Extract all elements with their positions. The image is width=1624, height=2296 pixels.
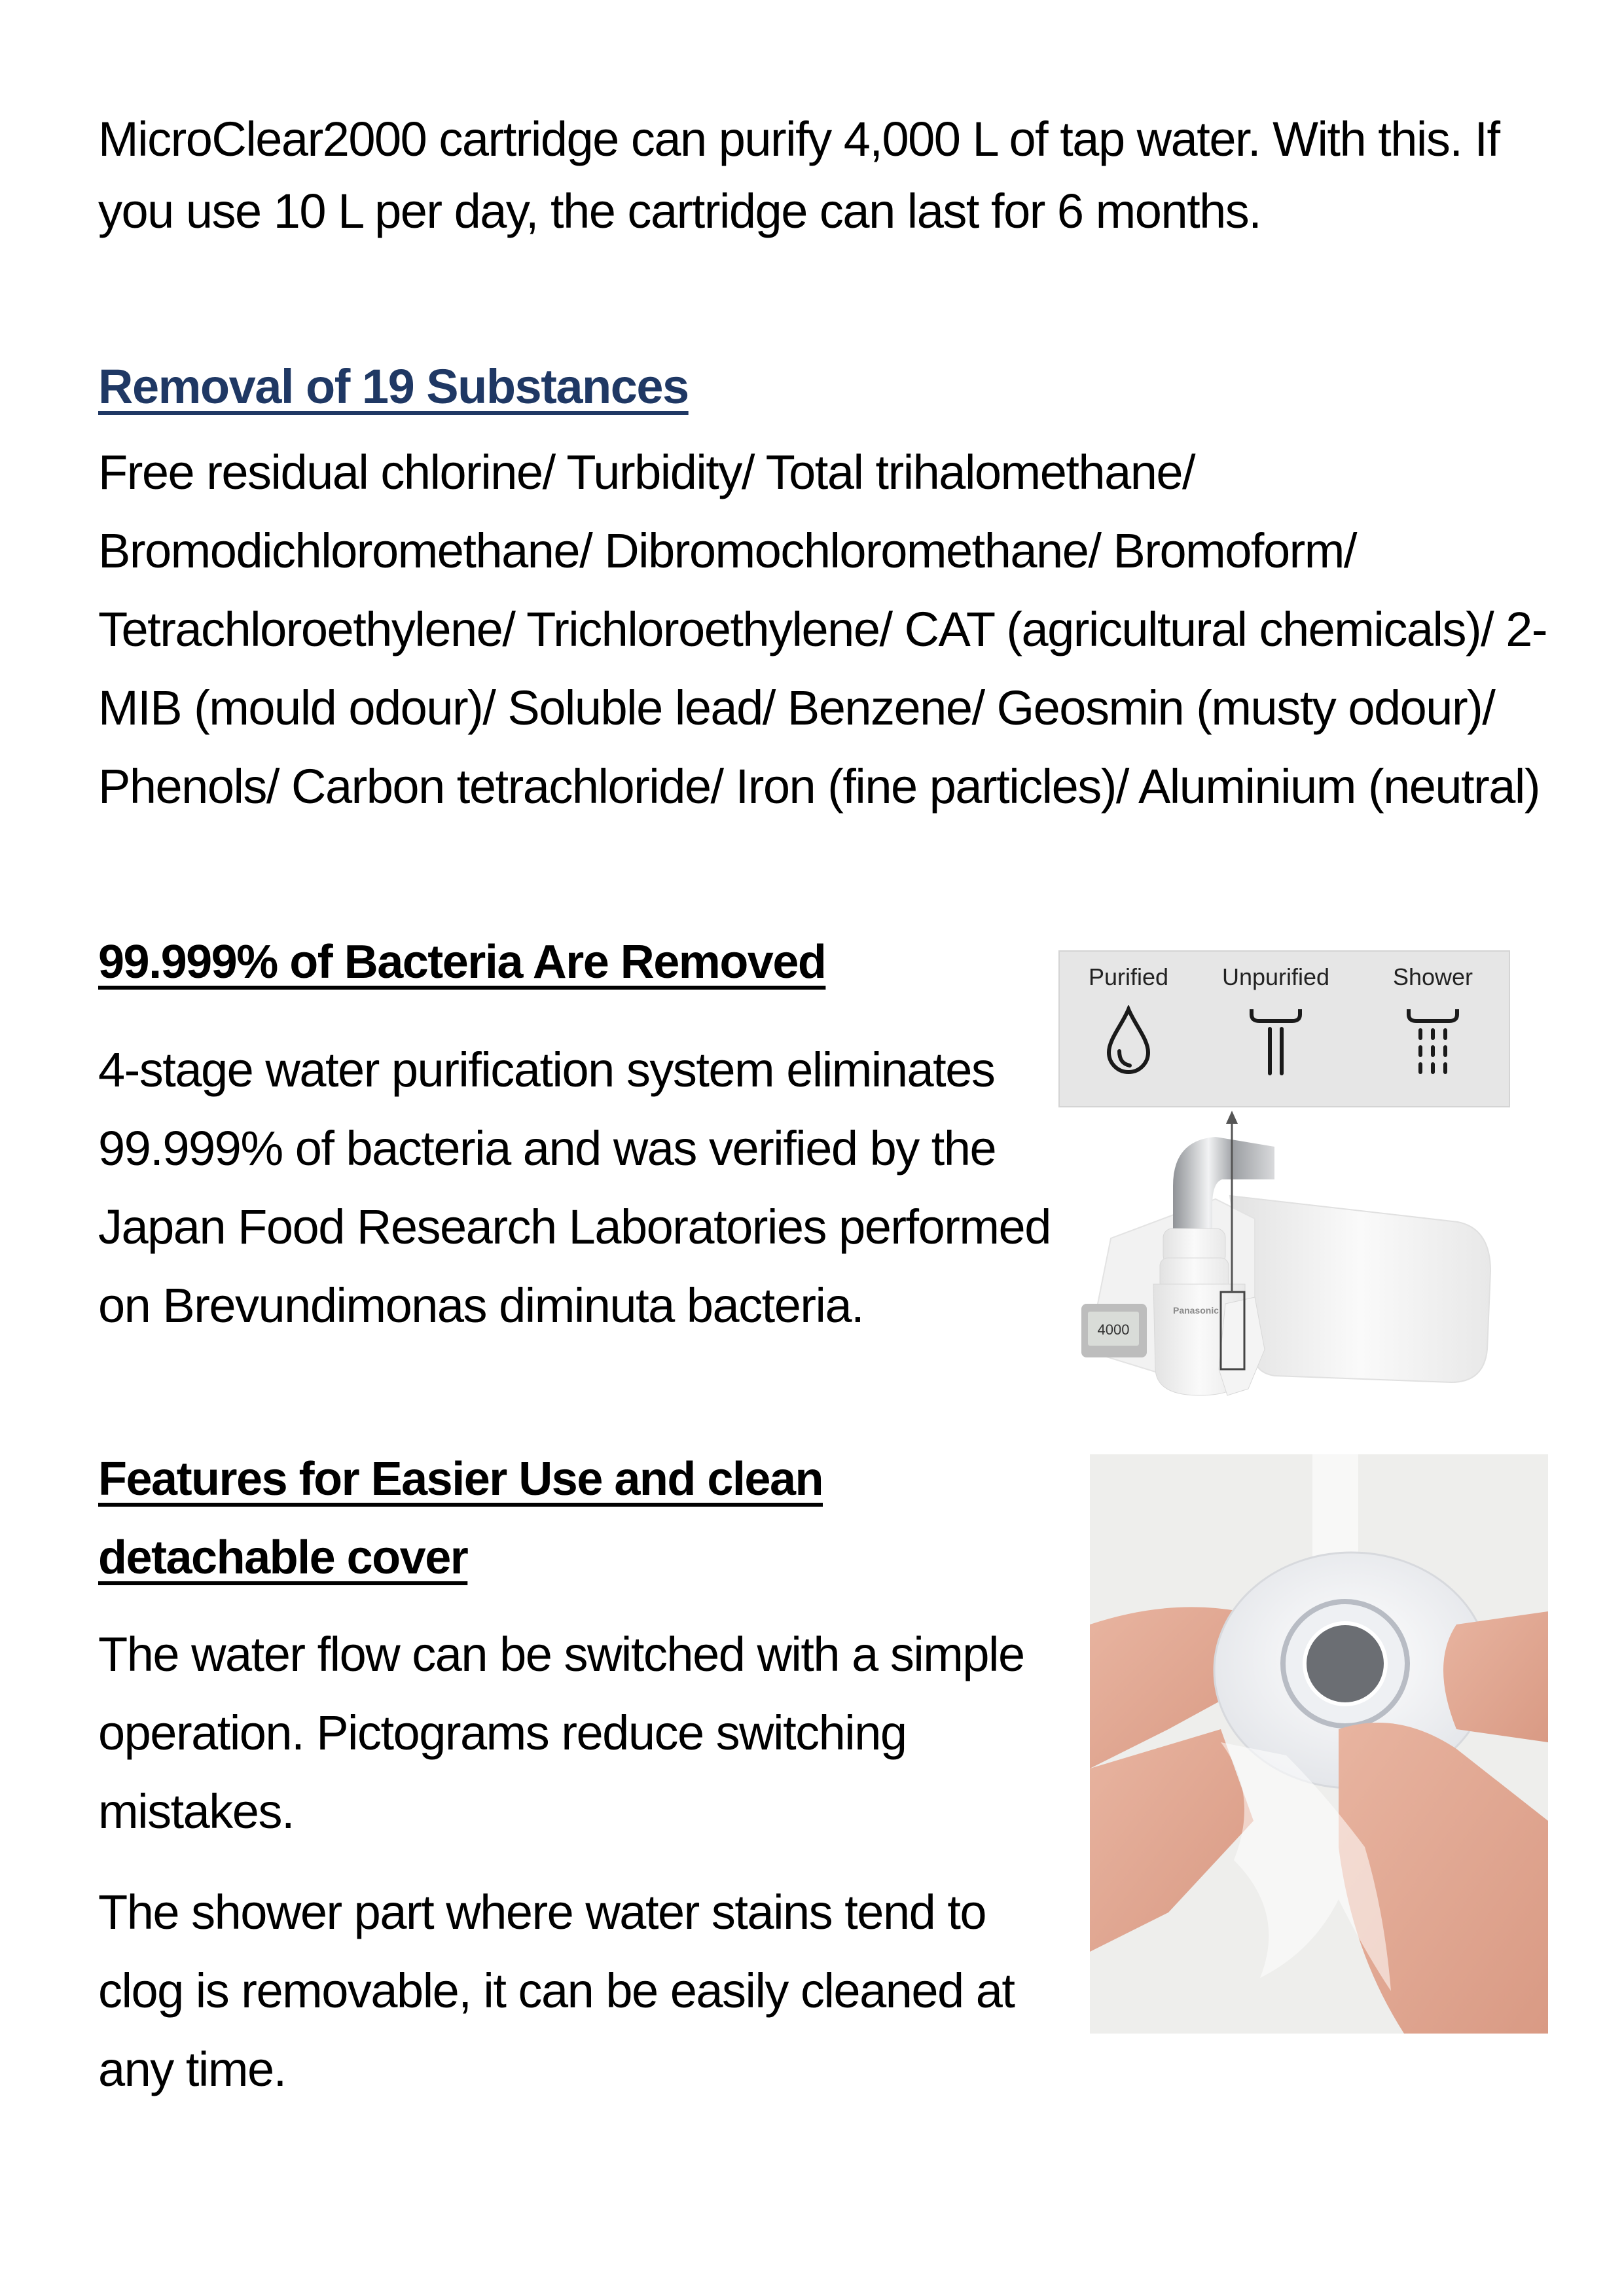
display-readout: 4000 [1097, 1321, 1130, 1338]
pictogram-shower [1361, 963, 1505, 1077]
faucet-filter-image [1058, 1107, 1510, 1415]
pictogram-label: Unpurified [1221, 963, 1330, 990]
bacteria-paragraph: 4-stage water purification system eliminates 99.999% of bacteria and was verified by the Japan Food Research Laboratories performed on Brevundimonas diminuta bacteria. [98, 1043, 1051, 1333]
pictogram-label: Purified [1088, 963, 1169, 990]
substances-heading: Removal of 19 Substances [98, 359, 689, 414]
pictogram-purified [1056, 963, 1200, 1077]
intro-paragraph: MicroClear2000 cartridge can purify 4,000 L of tap water. With this. If you use 10 L per day, the cartridge can last for 6 months. [98, 112, 1500, 238]
features-paragraph-2: The shower part where water stains tend to clog is removable, it can be easily cleaned at any time. [98, 1885, 1015, 2096]
pictogram-unpurified [1204, 963, 1348, 1077]
bacteria-heading: 99.999% of Bacteria Are Removed [98, 936, 826, 988]
shower-icon [1403, 1005, 1462, 1077]
substances-list: Free residual chlorine/ Turbidity/ Total trihalomethane/ Bromodichloromethane/ Dibromochloromethane/ Bromoform/ Tetrachloroethylene/ Trichloroethylene/ CAT (agricultural chemicals)/ 2-MIB (mould odour)/ Soluble lead/ Benzene/ Geosmin (musty odour)/ Phenols/ Carbon tetrachloride/ Iron (fine particles)/ Aluminium (neutral) [98, 445, 1547, 814]
features-paragraph-1: The water flow can be switched with a simple operation. Pictograms reduce switching mistakes. [98, 1627, 1024, 1839]
shower-cover-cleaning-photo [1090, 1454, 1548, 2034]
straight-flow-icon [1246, 1005, 1305, 1077]
features-heading: Features for Easier Use and clean detachable cover [98, 1453, 823, 1584]
pictogram-panel [1058, 950, 1510, 1107]
pictogram-label: Shower [1392, 963, 1473, 990]
water-drop-icon [1102, 1005, 1155, 1077]
brand-label: Panasonic [1173, 1305, 1219, 1316]
